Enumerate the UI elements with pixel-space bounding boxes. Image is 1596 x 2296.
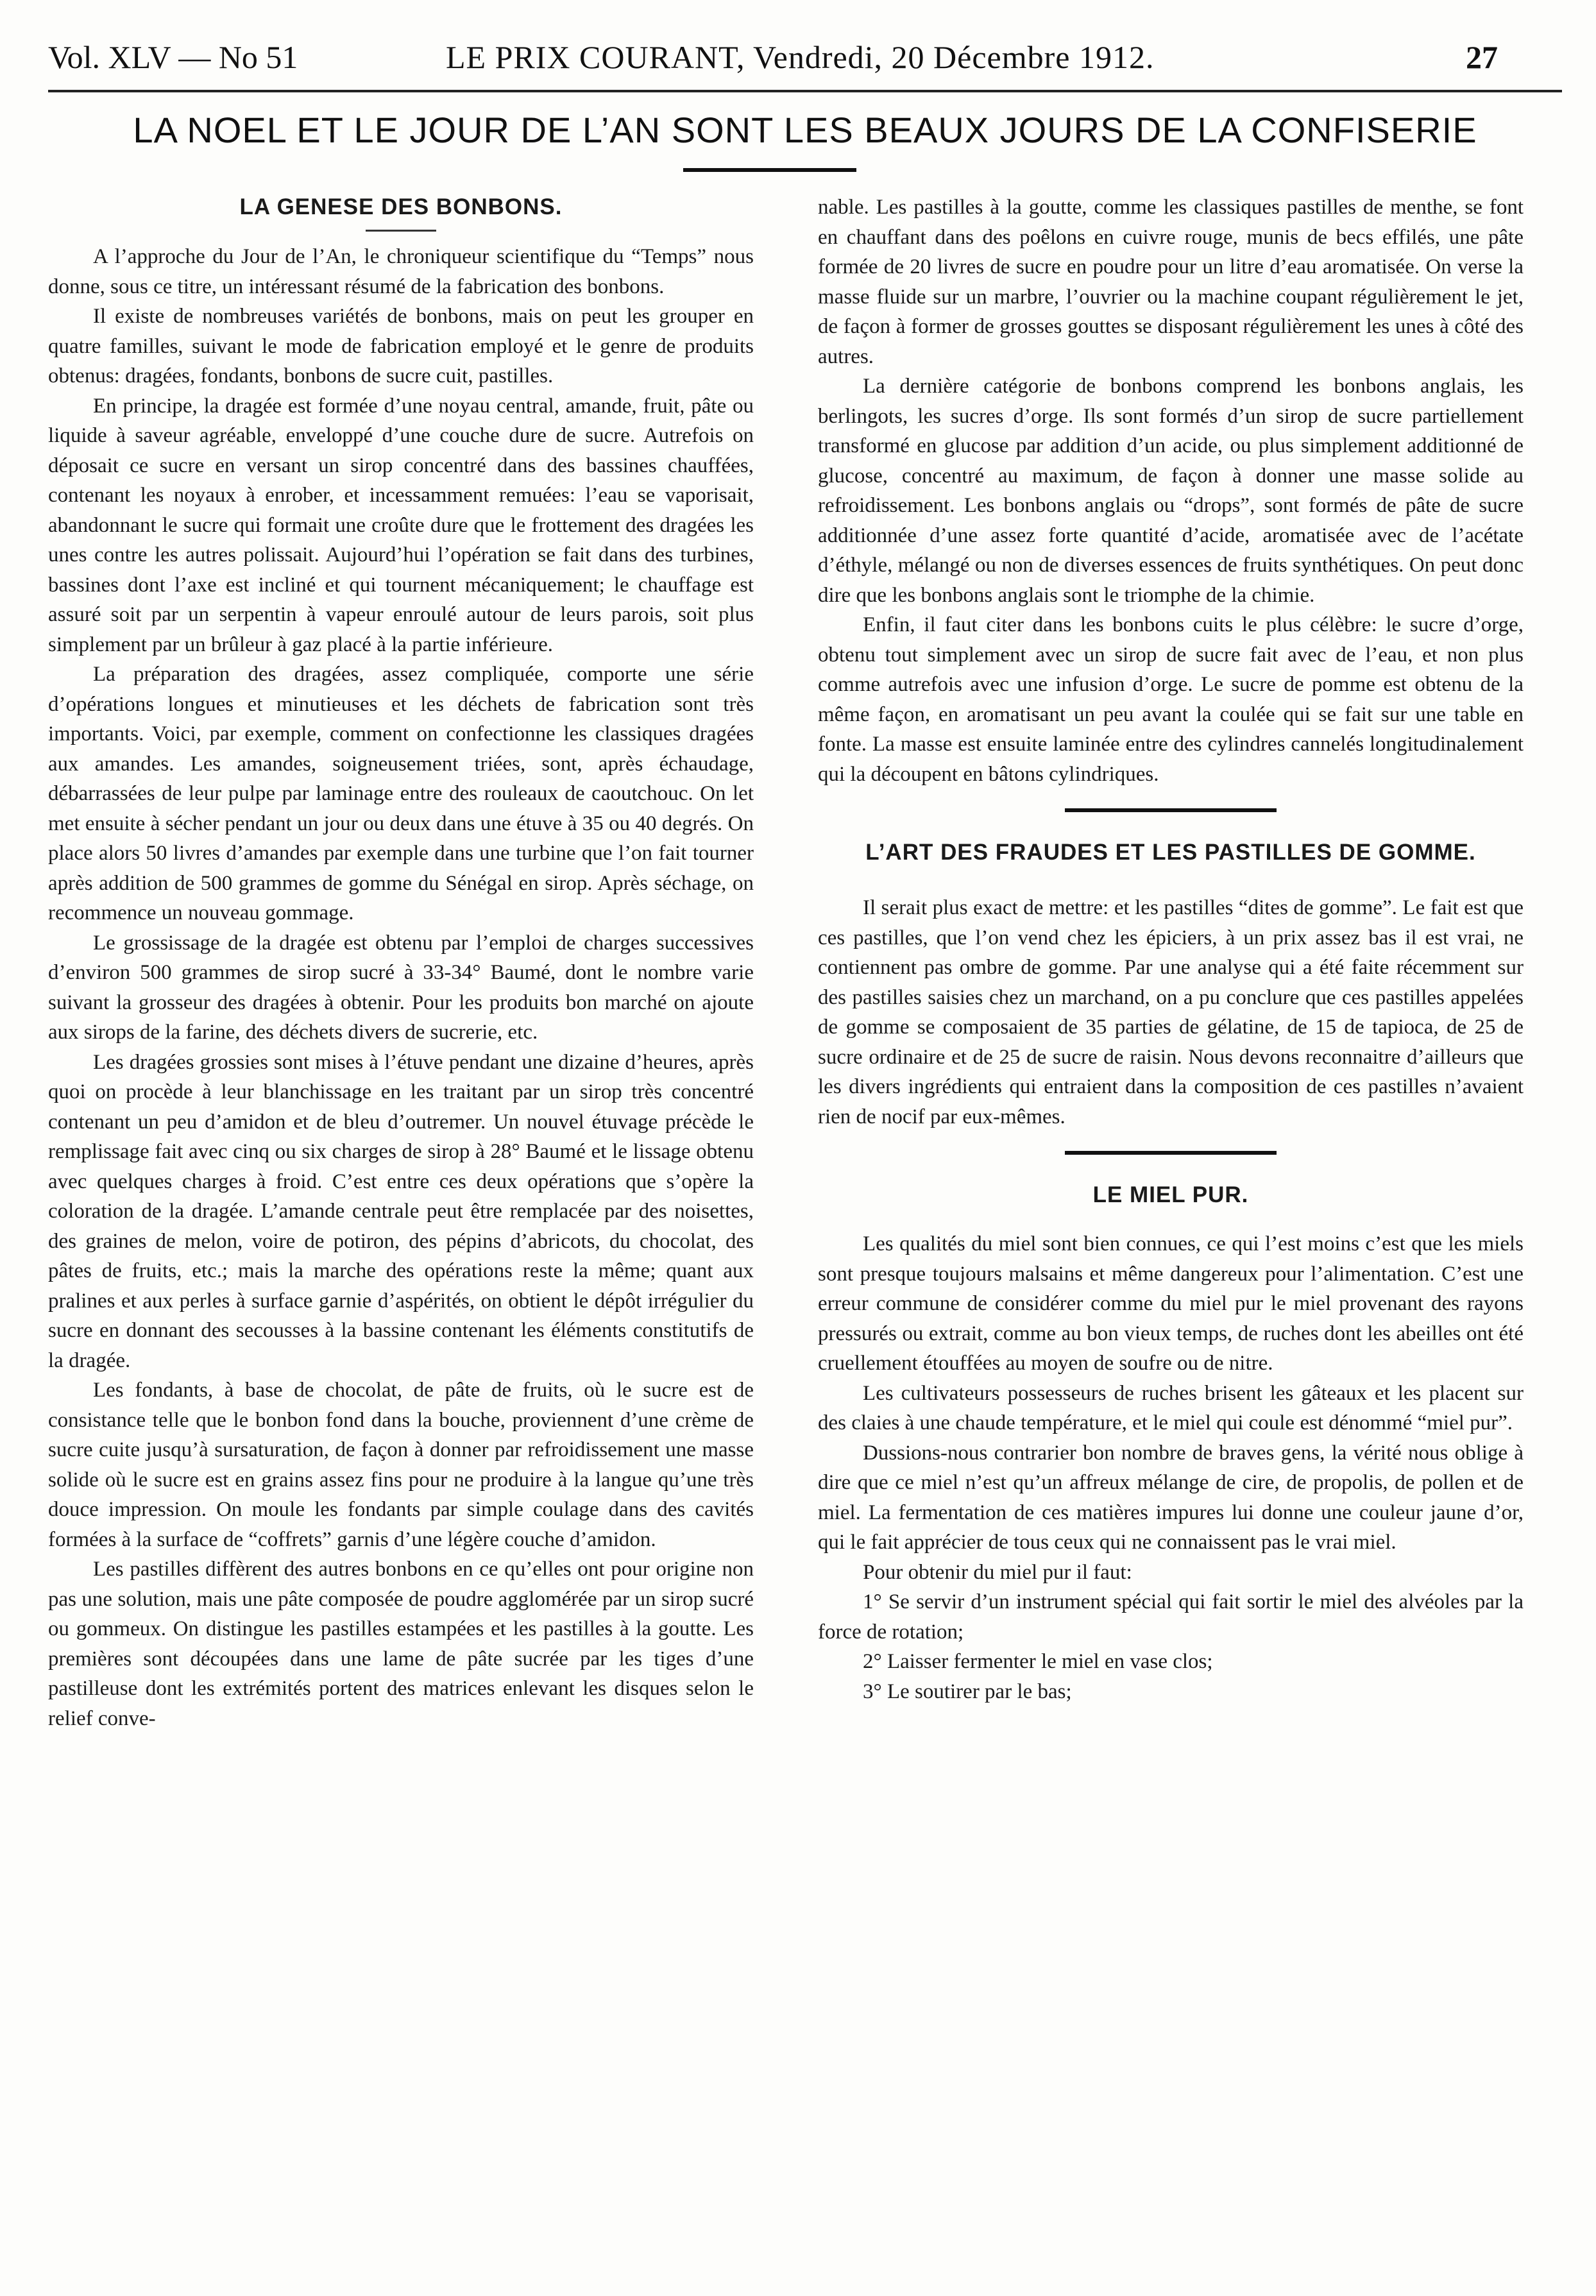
paragraph: Il existe de nombreuses variétés de bonbons, mais on peut les grouper en quatre familles, suivant le mode de fabrication employé et le genre de produits obtenus: dragées, fondants, bonbons de sucre cuit, pastilles.	[48, 305, 754, 387]
paragraph: Les pastilles diffèrent des autres bonbons en ce qu’elles ont pour origine non pas une solution, mais une pâte composée de poudre agglomérée par un sirop sucré ou gommeux. On distingue les pastilles estampées et les pastilles à la goutte. Les premières sont découpées dans une lame de pâte sucrée par les tiges d’une pastilleuse dont les extrémités portent des matrices enlevant les disques selon le relief conve-	[48, 1558, 754, 1730]
paragraph: Pour obtenir du miel pur il faut:	[863, 1560, 1132, 1584]
paragraph: La préparation des dragées, assez compliquée, comporte une série d’opérations longues et minutieuses et les déchets de fabrication sont très importants. Voici, par exemple, comment on confectionne les classiques dragées aux amandes. Les amandes, soigneusement triées, sont, après échaudage, débarrassées de leur pulpe par laminage entre des rouleaux de caoutchouc. On let met ensuite à sécher pendant un jour ou deux dans une étuve à 35 ou 40 degrés. On place alors 50 livres d’amandes par exemple dans une turbine que l’on fait tourner après addition de 500 grammes de gomme du Sénégal en sirop. Après séchage, on recommence un nouveau gommage.	[48, 663, 754, 924]
paragraph: Enfin, il faut citer dans les bonbons cuits le plus célèbre: le sucre d’orge, obtenu tout simplement avec un sirop de sucre fait avec de l’eau, et non plus comme autrefois avec une infusion d’orge. Le sucre de pomme est obtenu de la même façon, en aromatisant un peu avant la coulée qui se fait sur une table en fonte. La masse est ensuite laminée entre des cylindres cannelés longitudinalement qui la découpent en bâtons cylindriques.	[818, 613, 1524, 786]
instructions-list	[818, 1587, 1524, 1706]
paragraph: A l’approche du Jour de l’An, le chroniqueur scientifique du “Temps” nous donne, sous ce titre, un intéressant résumé de la fabrication des bonbons.	[48, 245, 754, 298]
paragraph-continued: nable. Les pastilles à la goutte, comme les classiques pastilles de menthe, se font en chauffant dans des poêlons en cuivre rouge, munis de becs effilés, une pâte formée de 20 livres de sucre en poudre pour un litre d’eau aromatisée. On verse la masse fluide sur un marbre, l’ouvrier ou la machine coupant régulièrement le jet, de façon à former de grosses gouttes se disposant régulièrement les unes à côté des autres.	[818, 196, 1524, 368]
article-title-fraudes: L’ART DES FRAUDES ET LES PASTILLES DE GOMME.	[865, 840, 1476, 865]
paragraph: Les dragées grossies sont mises à l’étuve pendant une dizaine d’heures, après quoi on procède à leur blanchissage en les traitant par un sirop très concentré contenant un peu d’amidon et de bleu d’outremer. Un nouvel étuvage précède le remplissage fait avec cinq ou six charges de sirop à 28° Baumé et le lissage obtenu avec quelques charges à froid. C’est entre ces deux opérations que s’opère la coloration de la dragée. L’amande centrale peut être remplacée par des noisettes, des graines de melon, voire de potiron, des pépins d’abricots, du chocolat, des pâtes de fruits, etc.; mais la marche des opérations reste la même; quant aux pralines et aux perles à surface garnie d’aspérités, on obtient le dépôt irrégulier du sucre en donnant des secousses à la bassine contenant les éléments constitutifs de la dragée.	[48, 1050, 754, 1372]
paragraph: Il serait plus exact de mettre: et les pastilles “dites de gomme”. Le fait est que ces pastilles, que l’on vend chez les épiciers, à un prix assez bas il est vrai, ne contiennent pas ombre de gomme. Par une analyse qui a été faite récemment sur des pastilles saisies chez un marchand, on a pu conclure que ces pastilles appelées de gomme se composaient de 35 parties de gélatine, de 15 de tapioca, de 25 de sucre ordinaire et de 25 de sucre de raisin. Nous devons reconnaitre d’ailleurs que les divers ingrédients qui entraient dans la composition de ces pastilles n’avaient rien de nocif par eux-mêmes.	[818, 896, 1524, 1128]
paragraph: Dussions-nous contrarier bon nombre de braves gens, la vérité nous oblige à dire que ce miel n’est qu’un affreux mélange de cire, de propolis, de pollen et de miel. La fermentation de ces matières impures lui donne une couleur jaune d’or, qui le fait apprécier de tous ceux qui ne connaissent pas le vrai miel.	[818, 1441, 1524, 1554]
paragraph: En principe, la dragée est formée d’une noyau central, amande, fruit, pâte ou liquide à saveur agréable, enveloppé d’une couche dure de sucre. Autrefois on déposait ce sucre en versant un sirop concentré dans des bassines chauffées, contenant les noyaux à enrober, et incessamment remuées: l’eau se vaporisait, abandonnant le sucre qui formait une croûte dure que le frottement des dragées les unes contre les autres polissait. Aujourd’hui l’opération se fait dans des turbines, bassines dont l’axe est incliné et qui tournent mécaniquement; le chauffage est assuré soit par un serpentin à vapeur enroulé autour de leurs parois, soit plus simplement par un brûleur à gaz placé à la partie inférieure.	[48, 394, 754, 656]
list-item: 2° Laisser fermenter le miel en vase clos;	[863, 1650, 1213, 1673]
list-item: 3° Le soutirer par le bas;	[863, 1679, 1072, 1703]
paragraph: Le grossissage de la dragée est obtenu par l’emploi de charges successives d’environ 500 grammes de sirop sucré à 33-34° Baumé, dont le nombre varie suivant la grosseur des dragées à obtenir. Pour les produits bon marché on ajoute aux sirops de la farine, des déchets divers de sucrerie, etc.	[48, 931, 754, 1044]
article-title-miel: LE MIEL PUR.	[1092, 1182, 1249, 1207]
header-rule	[48, 90, 1562, 92]
section-separator	[1065, 1151, 1277, 1155]
paragraph: La dernière catégorie de bonbons comprend les bonbons anglais, les berlingots, les sucres d’orge. Ils sont formés d’un sirop de sucre partiellement transformé en glucose par addition d’un acide, ou plus simplement additionné de glucose, concentré au maximum, de façon à donner une masse solide au refroidissement. Les bonbons anglais ou “drops”, sont formés de pâte de sucre additionnée d’une assez forte quantité d’acide, aromatisée avec de l’acétate d’éthyle, mélangé ou non de diverses essences de fruits synthétiques. On peut donc dire que les bonbons anglais sont le triomphe de la chimie.	[818, 375, 1524, 607]
paragraph: Les fondants, à base de chocolat, de pâte de fruits, où le sucre est de consistance telle que le bonbon fond dans la bouche, proviennent d’une crème de sucre cuite jusqu’à sursaturation, de façon à donner par refroidissement une masse solide où le sucre est en grains assez fins pour ne produire à la langue qu’une très douce impression. On moule les fondants par simple coulage dans des cavités formées à la surface de “coffrets” garnis d’une légère couche d’amidon.	[48, 1379, 754, 1551]
headline-rule	[683, 168, 856, 172]
article-title-genese: LA GENESE DES BONBONS.	[239, 194, 563, 219]
right-column	[818, 192, 1524, 1706]
page-number: 27	[1466, 39, 1498, 75]
volume-number: Vol. XLV — No 51	[48, 39, 298, 75]
paragraph: Les cultivateurs possesseurs de ruches brisent les gâteaux et les placent sur des claies à une chaude température, et le miel qui coule est dénommé “miel pur”.	[818, 1381, 1524, 1434]
publication-date-line: LE PRIX COURANT, Vendredi, 20 Décembre 1912.	[446, 39, 1155, 75]
list-item: 1° Se servir d’un instrument spécial qui fait sortir le miel des alvéoles par la force de rotation;	[818, 1590, 1524, 1644]
section-separator	[1065, 808, 1277, 812]
title-underline	[366, 230, 436, 232]
page-header	[48, 38, 1498, 83]
left-column	[48, 192, 754, 1733]
paragraph: Les qualités du miel sont bien connues, ce qui l’est moins c’est que les miels sont presque toujours malsains et même dangereux pour l’alimentation. C’est une erreur commune de considérer comme du miel pur le miel provenant des rayons pressurés ou extrait, comme au bon vieux temps, de ruches dont les abeilles ont été cruellement étouffées au moyen de soufre ou de nitre.	[818, 1232, 1524, 1375]
page-headline: LA NOEL ET LE JOUR DE L’AN SONT LES BEAUX JOURS DE LA CONFISERIE	[133, 110, 1477, 150]
